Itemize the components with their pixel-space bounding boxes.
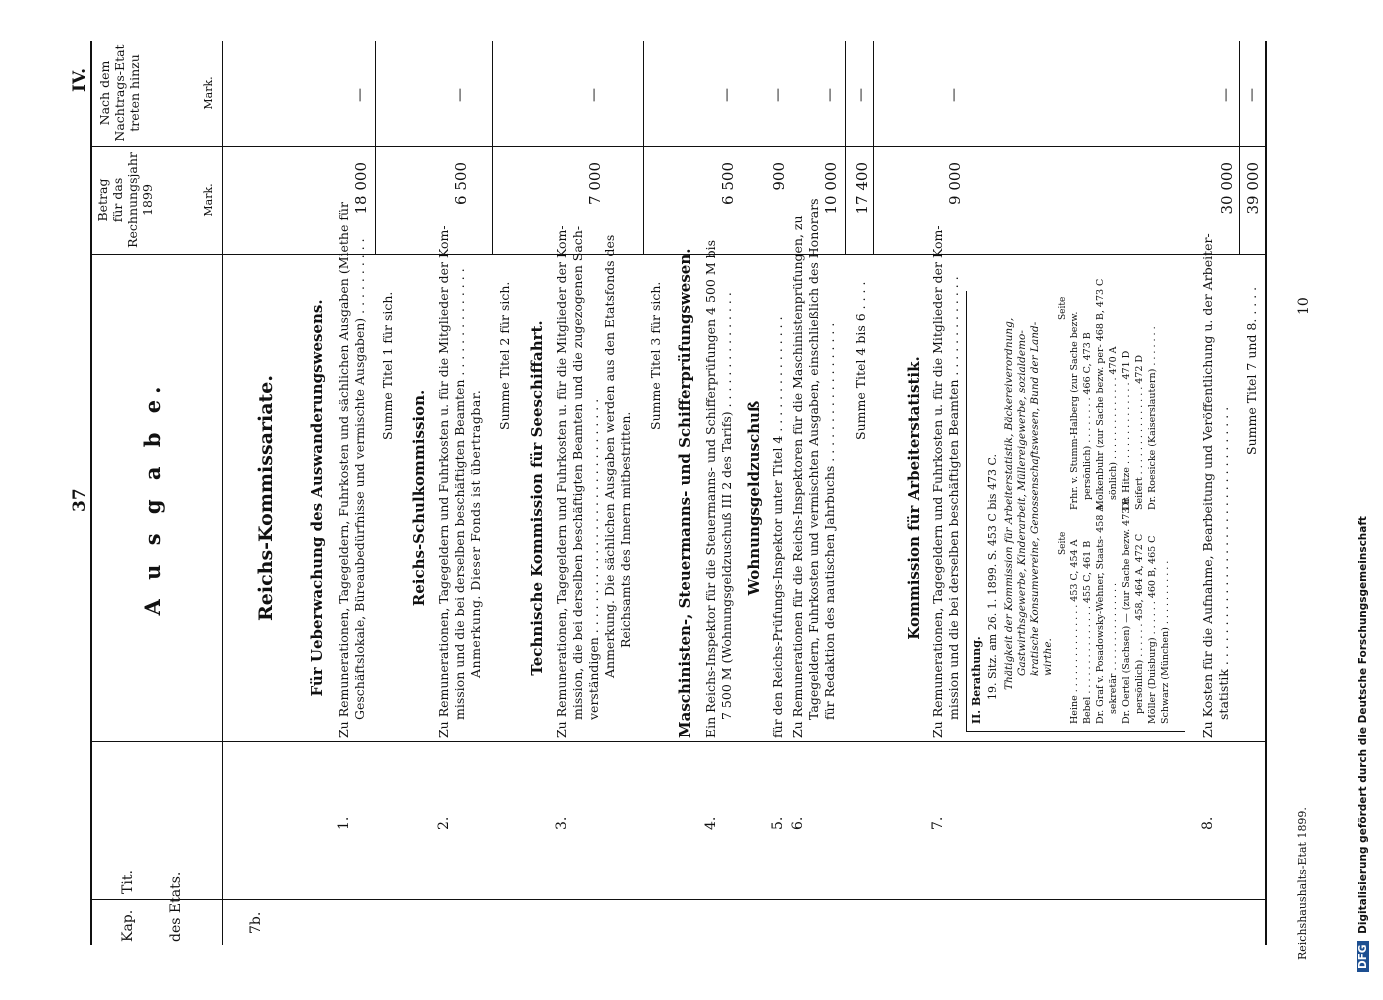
title-4-betrag: 6 500 <box>719 162 737 205</box>
title-2-line-3: Anmerkung. Dieser Fonds ist übertragbar. <box>468 389 483 678</box>
section-heading-arbeiterstatistik: Kommission für Arbeiterstatistik. <box>905 356 923 640</box>
section-heading-pruefungswesen: Maschinisten-, Steuermanns- und Schifferprüfungswesen. <box>676 248 694 738</box>
section-heading-wohnungsgeld: Wohnungsgeldzuschuß <box>745 400 763 596</box>
title-2-betrag: 6 500 <box>452 162 470 205</box>
header-bottom-rule <box>222 41 223 945</box>
speaker-left-2: Bebel . . . . . . . . . . . . . . . 455 C, 461 B <box>1082 540 1093 724</box>
title-5-line-1: für den Reichs-Prüfungs-Inspektor unter Titel 4 . . . . . . . . . . . . . . . <box>770 316 785 738</box>
beratung-topic <box>1003 318 1055 690</box>
title-3-line-4: Anmerkung. Die sächlichen Ausgaben werden aus den Etatsfonds des <box>602 234 617 678</box>
dfg-text: Digitalisierung gefördert durch die Deutsche Forschungsgemeinschaft <box>1357 516 1369 934</box>
speaker-left-6: persönlich) . . . . . . 458, 464 A, 472 C <box>1134 533 1145 714</box>
header-nach-l2: Nachtrags-Etat <box>112 44 127 142</box>
section-heading-schulkommission: Reichs-Schulkommission. <box>410 389 428 607</box>
beratung-topic-3: kratische Konsumvereine, Genossenschaftswesen, Bund der Land- <box>1029 321 1041 676</box>
sum-46-nach: — <box>853 88 869 102</box>
title-3-line-5: Reichsamts des Innern mitbestritten. <box>618 411 633 648</box>
title-7-betrag: 9 000 <box>946 162 964 205</box>
sum-46-rule <box>845 41 846 255</box>
col-divider-tit <box>90 741 1265 742</box>
title-1-line-2: Geschäftslokale, Büreaubedürfnisse und vermischte Ausgaben) . . . . . . . . . . <box>352 238 367 720</box>
title-7-text <box>930 225 962 738</box>
header-mark-betrag: Mark. <box>202 183 215 217</box>
title-2-line-2: mission und die bei derselben beschäftigten Beamten . . . . . . . . . . . . . . <box>452 268 467 720</box>
beratung-speakers-left <box>1068 498 1172 724</box>
title-4-nach: — <box>719 88 735 102</box>
speaker-left-1: Heine . . . . . . . . . . . . . . . 453 C, 454 A <box>1069 539 1080 724</box>
beratung-speakers-right <box>1068 279 1159 510</box>
title-3-number: 3. <box>554 816 570 830</box>
title-6-number: 6. <box>790 816 806 830</box>
col-divider-kap <box>90 899 1265 900</box>
section-heading-auswanderung: Für Ueberwachung des Auswanderungswesens. <box>308 299 326 697</box>
speaker-right-6: Seifert . . . . . . . . . . . . . . . 472 D <box>1134 354 1145 510</box>
speaker-right-7: Dr. Roesicke (Kaiserslautern) . . . . . . . <box>1147 326 1158 510</box>
title-8-betrag: 30 000 <box>1218 162 1236 215</box>
title-3-line-3: verständigen . . . . . . . . . . . . . . . . . . . . . . . . . . . . . . <box>586 398 601 720</box>
title-4-line-2: 7 500 M (Wohnungsgeldzuschuß III 2 des Tarifs) . . . . . . . . . . . . . . . <box>719 292 734 720</box>
table-top-rule <box>90 41 92 945</box>
title-6-line-3: für Redaktion des nautischen Jahrbuchs . . . . . . . . . . . . . . . . . . <box>822 322 837 720</box>
sum-46-label: Summe Titel 4 bis 6 . . . . <box>853 281 868 440</box>
sum-78-betrag: 39 000 <box>1244 162 1262 215</box>
header-title: A u s g a b e. <box>140 380 165 616</box>
title-6-line-2: Tagegeldern, Fuhrkosten und vermischten Ausgaben, einschließlich des Honorars <box>806 198 821 720</box>
dfg-badge: DFG <box>1357 941 1369 972</box>
speaker-left-4: sekretär . . . . . . . . . . . . . . . <box>1108 582 1119 714</box>
header-tit: Tit. <box>120 870 136 894</box>
title-7-line-1: Zu Remunerationen, Tagegeldern und Fuhrkosten u. für die Mitglieder der Kom- <box>930 225 945 738</box>
title-8-line-1: Zu Kosten für die Aufnahme, Bearbeitung und Veröffentlichung u. der Arbeiter- <box>1200 233 1215 738</box>
title-5-nach: — <box>770 88 786 102</box>
footer-page-number: 10 <box>1296 297 1312 315</box>
main-heading: Reichs-Kommissariate. <box>255 375 277 621</box>
title-6-text <box>790 198 838 738</box>
header-kap: Kap. <box>120 909 136 942</box>
header-des-etats: des Etats. <box>168 871 184 942</box>
title-2-text <box>436 225 484 738</box>
beratung-intro: 19. Sitz. am 26. 1. 1899. S. 453 C bis 473 C. <box>986 454 999 700</box>
header-mark-nach: Mark. <box>202 76 215 110</box>
header-betrag-l1: Betrag <box>95 178 110 222</box>
page-number: 37 <box>70 488 90 512</box>
speaker-left-7: Möller (Duisburg) . . . . . . 460 B, 465 C <box>1147 535 1158 724</box>
beratung-seite-right: Seite <box>1058 296 1068 320</box>
title-2-number: 2. <box>436 816 452 830</box>
title-5-text <box>770 316 786 738</box>
beratung-topic-4: wirthe. <box>1042 638 1054 676</box>
beratung-topic-1: Thätigkeit der Kommission für Arbeiterstatistik, Bäckereiverordnung, <box>1003 317 1015 690</box>
sum-2-label: Summe Titel 2 für sich. <box>497 281 512 430</box>
header-betrag-l4: 1899 <box>140 184 155 216</box>
header-betrag <box>95 150 155 250</box>
sum-3-label: Summe Titel 3 für sich. <box>648 281 663 430</box>
title-1-nach: — <box>352 88 368 102</box>
beratung-label: II. Berathung. <box>970 636 983 724</box>
title-5-betrag: 900 <box>770 162 788 191</box>
section-heading-seeschiffahrt: Technische Kommission für Seeschiffahrt. <box>528 320 546 676</box>
title-6-nach: — <box>822 88 838 102</box>
title-5-number: 5. <box>770 816 786 830</box>
dfg-watermark <box>1357 516 1369 972</box>
title-2-nach: — <box>452 88 468 102</box>
title-4-text <box>703 240 735 738</box>
sum-1-rule <box>375 41 376 255</box>
col-divider-betrag <box>90 146 1265 147</box>
table-bottom-rule <box>1265 41 1267 945</box>
speaker-left-3: Dr. Graf v. Posadowsky-Wehner, Staats- 458 A <box>1095 504 1106 724</box>
title-1-text <box>336 202 368 738</box>
sum-46-betrag: 17 400 <box>853 162 871 215</box>
speaker-right-3: Molkenbuhr (zur Sache bezw. per- 468 B, 473 C <box>1095 278 1106 510</box>
sum-78-label: Summe Titel 7 und 8. . . . . <box>1244 286 1259 455</box>
title-1-betrag: 18 000 <box>352 162 370 215</box>
title-3-line-2: mission, die bei derselben beschäftigten Beamten und die zugezogenen Sach- <box>570 225 585 720</box>
header-nach <box>97 43 142 143</box>
header-betrag-l3: Rechnungsjahr <box>125 152 140 248</box>
sum-2-rule <box>492 41 493 255</box>
title-3-nach: — <box>586 88 602 102</box>
title-2-line-1: Zu Remunerationen, Tagegeldern und Fuhrkosten u. für die Mitglieder der Kom- <box>436 225 451 738</box>
title-8-nach: — <box>1218 88 1234 102</box>
sum-46-bottom-rule <box>873 41 874 255</box>
speaker-right-5: Dr. Hitze . . . . . . . . . . . . . . 471 D <box>1121 350 1132 510</box>
title-3-line-1: Zu Remunerationen, Tagegeldern und Fuhrkosten u. für die Mitglieder der Kom- <box>554 225 569 738</box>
header-nach-l3: treten hinzu <box>127 54 142 132</box>
sum-78-rule <box>1239 41 1240 255</box>
title-8-line-2: statistik . . . . . . . . . . . . . . . . . . . . . . . . . . . . . . . . . <box>1216 406 1231 720</box>
speaker-right-2: persönlich) . . . . . . . . 466 C, 473 B <box>1082 332 1093 500</box>
sum-1-label: Summe Titel 1 für sich. <box>380 291 395 440</box>
title-7-number: 7. <box>930 816 946 830</box>
kapitel-number: 7b. <box>248 911 264 934</box>
title-8-number: 8. <box>1200 816 1216 830</box>
title-7-line-2: mission und die bei derselben beschäftigten Beamten . . . . . . . . . . . . . <box>946 276 961 720</box>
speaker-right-1: Frhr. v. Stumm-Halberg (zur Sache bezw. <box>1069 311 1080 510</box>
title-4-number: 4. <box>703 816 719 830</box>
header-betrag-l2: für das <box>110 177 125 223</box>
beratung-seite-left: Seite <box>1058 531 1068 555</box>
title-3-text <box>554 225 634 738</box>
title-1-number: 1. <box>336 816 352 830</box>
sum-78-nach: — <box>1244 88 1260 102</box>
section-marker: IV. <box>70 67 90 92</box>
title-3-betrag: 7 000 <box>586 162 604 205</box>
title-8-text <box>1200 233 1232 738</box>
beratung-topic-2: Gastwirthsgewerbe, Kinderarbeit, Müllereigewerbe, sozialdemo- <box>1016 330 1028 676</box>
title-6-line-1: Zu Remunerationen für die Reichs-Inspektoren für die Maschinistenprüfungen, zu <box>790 215 805 738</box>
title-1-line-1: Zu Remunerationen, Tagegeldern, Fuhrkosten und sächlichen Ausgaben (Miethe für <box>336 202 351 738</box>
footer-etat-label: Reichshaushalts-Etat 1899. <box>1296 807 1309 960</box>
speaker-right-4: sönlich) . . . . . . . . . . . . . . 470 A <box>1108 346 1119 500</box>
title-7-nach: — <box>946 88 962 102</box>
speaker-left-5: Dr. Oertel (Sachsen) — (zur Sache bezw. 473 B <box>1121 497 1132 724</box>
speaker-left-8: Schwarz (München) . . . . . . . . . . . <box>1160 560 1171 724</box>
sum-3-rule <box>643 41 644 255</box>
title-6-betrag: 10 000 <box>822 162 840 215</box>
header-nach-l1: Nach dem <box>97 60 112 126</box>
title-4-line-1: Ein Reichs-Inspektor für die Steuermanns- und Schifferprüfungen 4 500 M bis <box>703 239 718 738</box>
